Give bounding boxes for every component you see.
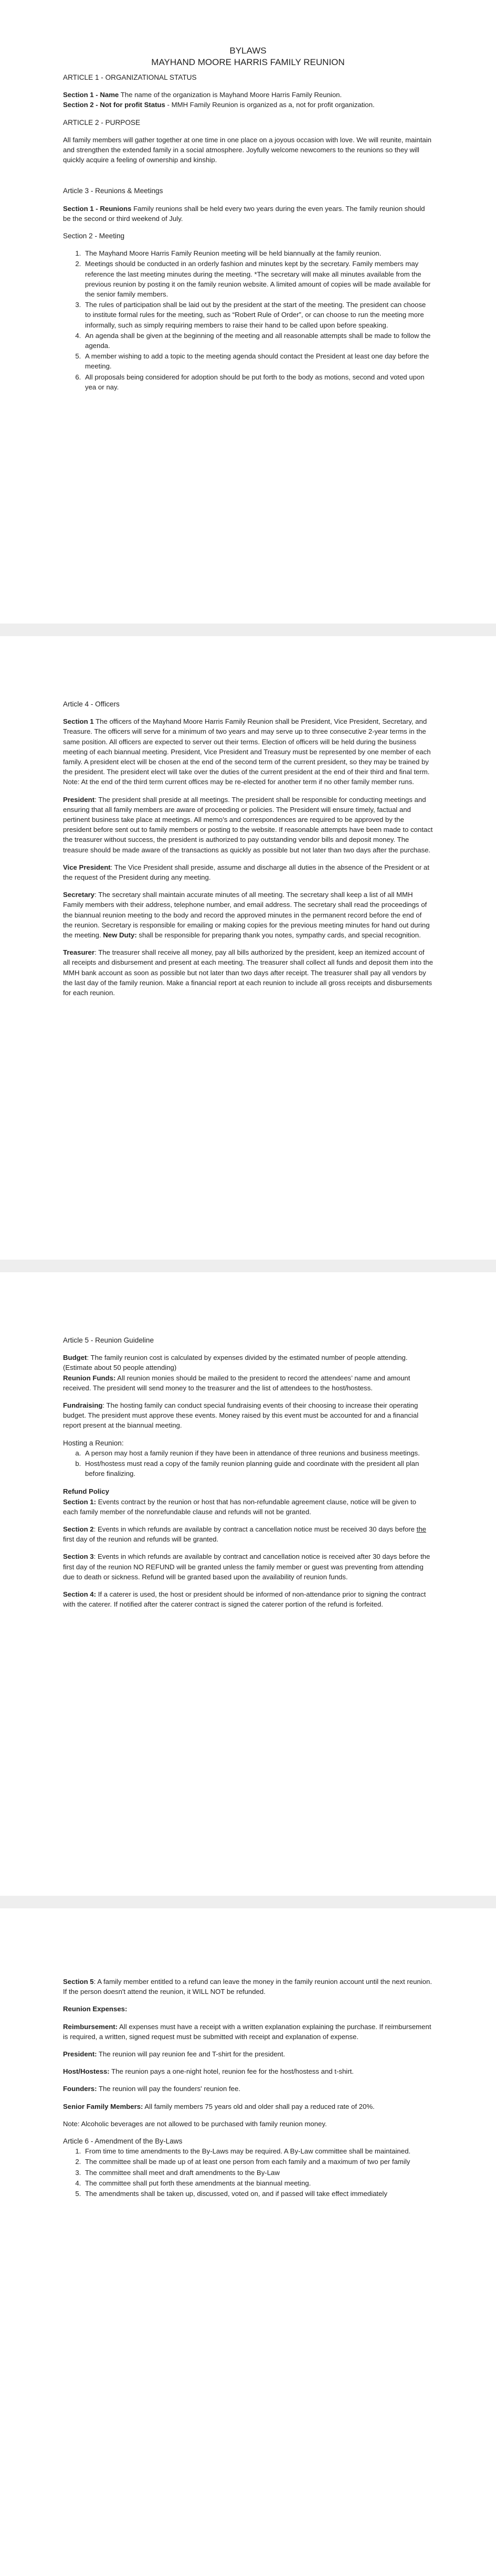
refund-section-3 (63, 1551, 433, 1582)
list-item: b. Host/hostess must read a copy of the family reunion planning guide and coordinate with the president all plan before finalizing. (83, 1459, 433, 1479)
section-text: shall be responsible for preparing thank you notes, sympathy cards, and special recognition. (136, 931, 421, 939)
list-item: a. A person may host a family reunion if they have been in attendance of three reunions and business meetings. (83, 1448, 433, 1458)
reimbursement-paragraph (63, 2022, 433, 2042)
alcohol-note: Note: Alcoholic beverages are not allowed to be purchased with family reunion money. (63, 2119, 327, 2128)
refund-section-5 (63, 1977, 433, 1997)
list-item: 1. The Mayhand Moore Harris Family Reunion meeting will be held biannually at the family reunion. (83, 248, 433, 258)
section-text: : The Vice President shall preside, assume and discharge all duties in the absence of the President or at the request of the President during any meeting. (63, 863, 429, 882)
section-label: Section 2 (63, 1525, 94, 1534)
underlined-word: the (416, 1525, 427, 1534)
president-expense-paragraph (63, 2049, 433, 2059)
section-text: All expenses must have a receipt with a written explanation explaining the purchase. If reimbursement is required, a written, signed request must be submitted with receipt and explanation of expense. (63, 2022, 431, 2041)
article-1-heading: ARTICLE 1 - ORGANIZATIONAL STATUS (63, 73, 197, 81)
article-5-heading: Article 5 - Reunion Guideline (63, 1336, 154, 1344)
hosting-heading: Hosting a Reunion: (63, 1439, 124, 1447)
section-label: Vice President (63, 863, 111, 871)
section-label: Budget (63, 1354, 87, 1362)
section-label: Secretary (63, 891, 95, 899)
article-1-section-1 (63, 90, 433, 100)
section-text: If a caterer is used, the host or president should be informed of non-attendance prior to signing the contract with the caterer. If notified after the caterer contract is signed the caterer portion of the refund is forfeited. (63, 1590, 426, 1609)
section-text: The name of the organization is Mayhand Moore Harris Family Reunion. (119, 91, 342, 99)
expenses-heading (63, 2004, 433, 2014)
article-3-heading: Article 3 - Reunions & Meetings (63, 187, 163, 195)
hosting-list (63, 1448, 433, 1479)
list-item: 2. Meetings should be conducted in an orderly fashion and minutes kept by the secretary. Family members may reference the last meeting minutes during the meeting. *The secretary will make all minutes available from the previous reunion by posting it on the family reunion website. A limited amount of copies will be made available for the senior family members. (83, 259, 433, 299)
section-label: Section 1 (63, 717, 94, 726)
section-label: Host/Hostess: (63, 2067, 110, 2076)
section-text: : The hosting family can conduct special fundraising events of their choosing to increase their operating budget. The president must approve these events. Money raised by this event must be accounted for and a financial report present at the biannual meeting. (63, 1401, 419, 1430)
senior-members-paragraph (63, 2102, 433, 2112)
section-text: The reunion will pay reunion fee and T-shirt for the president. (97, 2050, 286, 2058)
list-item: 1. From time to time amendments to the By-Laws may be required. A By-Law committee shall be maintained. (83, 2146, 433, 2156)
section-label: Treasurer (63, 948, 95, 957)
list-item: 3. The rules of participation shall be laid out by the president at the start of the meeting. The president can choose to institute formal rules for the meeting, such as “Robert Rule of Order”, or can choose to run the meeting more informally, such as simply requiring members to raise their hand to be called upon before speaking. (83, 300, 433, 330)
section-text: The reunion will pay the founders' reunion fee. (97, 2085, 241, 2093)
treasurer-paragraph (63, 947, 433, 998)
fundraising-paragraph (63, 1400, 433, 1431)
list-item: 2. The committee shall be made up of at least one person from each family and a maximum of two per family (83, 2157, 433, 2167)
section-label: Founders: (63, 2085, 97, 2093)
section-text: : The president shall preside at all meetings. The president shall be responsible for conducting meetings and ensuring that all family members are aware of proceeding or policies. The President will ensure timely, factual and pertinent business take place at meetings. All memo's and correspondences are required to be approved by the president before sent out to family members or posting to the website. If reasonable attempts have been made to contact the treasurer without success, the president is authorized to pay outstanding vendor bills and deposit money. The treasure should be made aware of the transactions as quickly as possible but not later than two days after the purchase. (63, 795, 433, 854)
section-text: : Events in which refunds are available by contract a cancellation notice must be received 30 days before (93, 1525, 417, 1534)
reunions-paragraph (63, 204, 433, 224)
section-label: President: (63, 2050, 97, 2058)
section-label: President (63, 795, 95, 804)
section-label: Reimbursement: (63, 2022, 118, 2031)
document-title: BYLAWS (229, 46, 267, 56)
article-1-section-2 (63, 100, 433, 110)
article-6-heading: Article 6 - Amendment of the By-Laws (63, 2137, 183, 2146)
host-expense-paragraph (63, 2066, 433, 2076)
article-4-heading: Article 4 - Officers (63, 700, 120, 708)
section-text: The officers of the Mayhand Moore Harris Family Reunion shall be President, Vice President, Secretary, and Treasure. The officers will serve for a minimum of two years and may serve up to three consecutive 2-year terms in the same position. All officers are expected to server out their terms. Election of officers will be held during the business meeting of each biannual meeting. President, Vice President and Treasury must be represented by one member of each family. A president elect will be chosen at the end of the second term of the current president, so they may be trained by the president. The president elect will take over the duties of the current president at the end of their third and final term. Note: At the end of the third term current offices may be re-elected for another term if no other family member runs. (63, 717, 431, 786)
vice-president-paragraph (63, 862, 433, 882)
budget-paragraph (63, 1353, 433, 1373)
section-label: Section 4: (63, 1590, 97, 1599)
section-text: : The family reunion cost is calculated by expenses divided by the estimated number of people attending. (Estimate about 50 people attending) (63, 1354, 408, 1372)
section-label: Section 2 - Not for profit Status (63, 101, 165, 109)
list-item: 3. The committee shall meet and draft amendments to the By-Law (83, 2168, 433, 2178)
meeting-heading: Section 2 - Meeting (63, 232, 125, 240)
list-item: 5. The amendments shall be taken up, discussed, voted on, and if passed will take effect immediately (83, 2189, 433, 2199)
list-item: 4. The committee shall put forth these amendments at the biannual meeting. (83, 2178, 433, 2188)
document-subtitle: MAYHAND MOORE HARRIS FAMILY REUNION (151, 57, 345, 67)
refund-section-4 (63, 1589, 433, 1609)
page-1 (0, 0, 496, 624)
article-2-heading: ARTICLE 2 - PURPOSE (63, 118, 141, 126)
meeting-rules-list (63, 248, 433, 392)
section-text: Family reunions shall be held every two years during the even years. The family reunion should be the second or third weekend of July. (63, 204, 425, 223)
section-label: Senior Family Members: (63, 2102, 143, 2110)
officers-paragraph (63, 716, 433, 787)
section-label: Section 1: (63, 1497, 97, 1506)
section-text: : The treasurer shall receive all money, pay all bills authorized by the president, keep an itemized account of all receipts and disbursement and present at each meeting. The treasurer shall collect all funds and deposit them into the MMH bank account as soon as possible but not later than two days after receipt. The treasurer shall pay all vendors by the last day of the family reunion. Make a financial report at each reunion to include all gross receipts and disbursements for each reunion. (63, 948, 433, 997)
section-label: Section 1 - Reunions (63, 204, 132, 213)
section-label: Section 1 - Name (63, 91, 119, 99)
amendment-list (63, 2146, 433, 2199)
section-label: Section 3 (63, 1553, 94, 1561)
section-text: : A family member entitled to a refund can leave the money in the family reunion account until the next reunion. If the person doesn't attend the reunion, it WILL NOT be refunded. (63, 1978, 432, 1996)
expenses-heading-text: Reunion Expenses: (63, 2005, 128, 2013)
list-item: 5. A member wishing to add a topic to the meeting agenda should contact the President at least one day before the meeting. (83, 351, 433, 371)
section-label: Reunion Funds: (63, 1374, 116, 1382)
section-text: The reunion pays a one-night hotel, reunion fee for the host/hostess and t-shirt. (109, 2067, 354, 2076)
list-item: 4. An agenda shall be given at the beginning of the meeting and all reasonable attempts shall be made to follow the agenda. (83, 331, 433, 351)
section-text: : The secretary shall maintain accurate minutes of all meeting. The secretary shall keep a list of all MMH Family members with their address, telephone number, and email address. The secretary shall read the proceedings of the biannual reunion meeting to the body and record the approved minutes in the permanent record before the end of the reunion. Secretary is responsible for emailing or making copies for the previous meeting minutes for hand out during the meeting. (63, 891, 430, 939)
secretary-paragraph (63, 890, 433, 940)
section-label: Section 5 (63, 1978, 94, 1986)
founders-expense-paragraph (63, 2084, 433, 2094)
refund-section-1 (63, 1497, 433, 1517)
section-text: - MMH Family Reunion is organized as a, not for profit organization. (165, 101, 375, 109)
purpose-paragraph: All family members will gather together at one time in one place on a joyous occasion with love. We will reunite, maintain and strengthen the extended family in a social atmosphere. Joyfully welcome newcomers to the reunions so they will quickly acquire a feeling of ownership and kinship. (63, 135, 431, 164)
refund-section-2 (63, 1524, 433, 1544)
list-item: 6. All proposals being considered for adoption should be put forth to the body as motions, second and voted upon yea or nay. (83, 372, 433, 392)
page-4 (0, 1908, 496, 2576)
page-3 (0, 1272, 496, 1896)
section-text: : Events in which refunds are available by contract and cancellation notice is received after 30 days before the first day of the reunion NO REFUND will be granted unless the family member or guest was preventing from attending due to death or sickness. Refund will be granted based upon the availability of reunion funds. (63, 1553, 430, 1581)
section-text: All reunion monies should be mailed to the president to record the attendees’ name and amount received. The president will send money to the treasurer and the list of attendees to the host/hostess. (63, 1374, 410, 1392)
section-text: first day of the reunion and refunds will be granted. (63, 1535, 219, 1544)
new-duty-label: New Duty: (103, 931, 137, 939)
refund-policy-heading (63, 1486, 433, 1496)
section-text: Events contract by the reunion or host that has non-refundable agreement clause, notice will be given to each family member of the nonrefundable clause and refunds will not be granted. (63, 1497, 416, 1516)
section-text: All family members 75 years old and older shall pay a reduced rate of 20%. (143, 2102, 375, 2110)
reunion-funds-paragraph (63, 1373, 433, 1393)
section-label: Fundraising (63, 1401, 103, 1410)
page-2 (0, 636, 496, 1260)
president-paragraph (63, 795, 433, 855)
refund-heading-text: Refund Policy (63, 1487, 109, 1496)
